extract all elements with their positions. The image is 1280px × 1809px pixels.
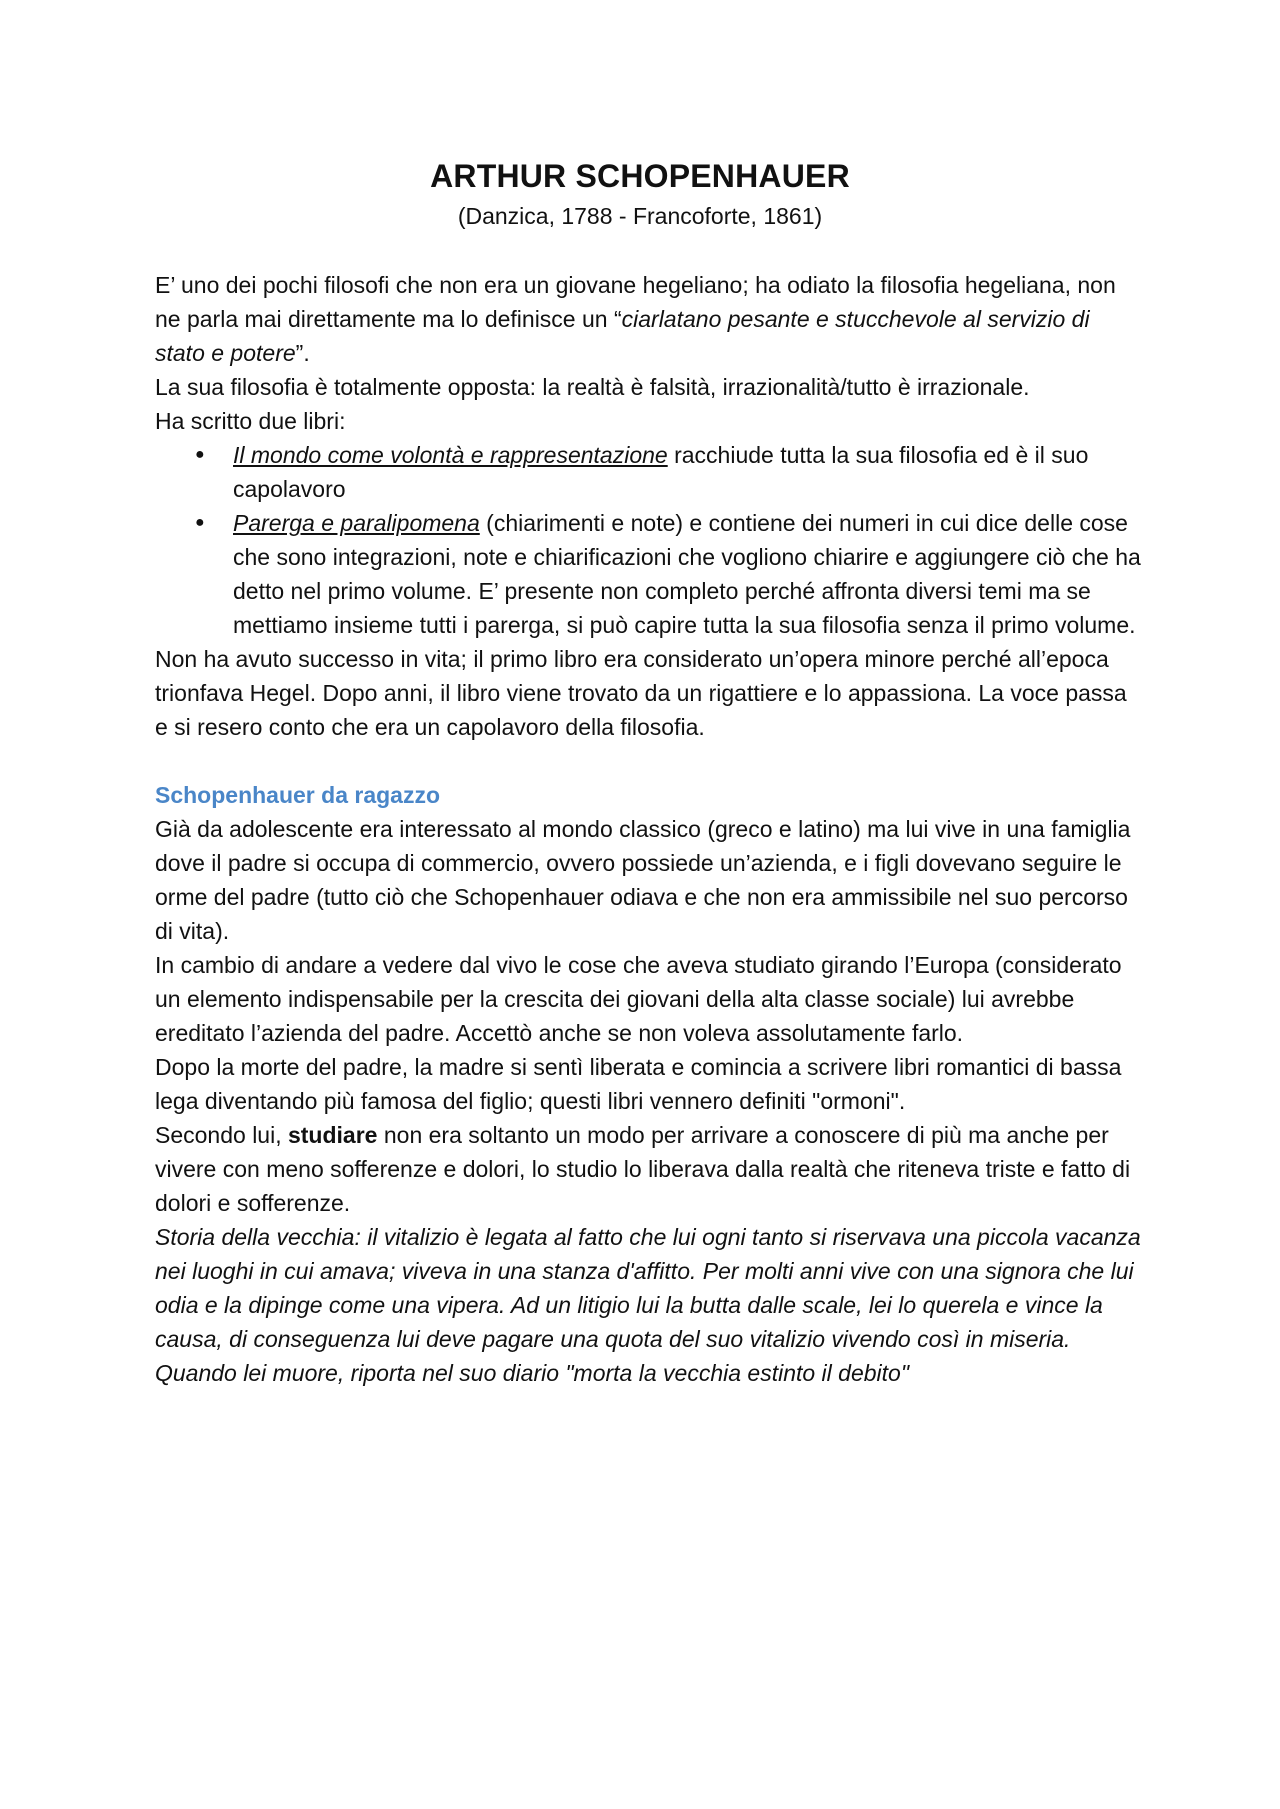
list-item (155, 438, 1145, 506)
study-text-a: Secondo lui, (155, 1122, 288, 1148)
intro-paragraph-3: Ha scritto due libri: (155, 408, 346, 434)
section-heading: Schopenhauer da ragazzo (155, 782, 441, 808)
section-paragraph-3: Dopo la morte del padre, la madre si sentì liberata e comincia a scrivere libri romantici di bassa lega diventando più famosa del figlio; questi libri vennero definiti "ormoni". (155, 1054, 1122, 1114)
books-list (155, 438, 1145, 642)
section-paragraph-1: Già da adolescente era interessato al mondo classico (greco e latino) ma lui vive in una famiglia dove il padre si occupa di commercio, ovvero possiede un’azienda, e i figli dovevano seguire le orme del padre (tutto ciò che Schopenhauer odiava e che non era ammissibile nel suo percorso di vita). (155, 816, 1131, 944)
section-paragraph-5: Storia della vecchia: il vitalizio è legata al fatto che lui ogni tanto si riservava una piccola vacanza nei luoghi in cui amava; viveva in una stanza d'affitto. Per molti anni vive con una signora che lui odia e la dipinge come una vipera. Ad un litigio lui la butta dalle scale, lei lo querela e vince la causa, di conseguenza lui deve pagare una quota del suo vitalizio vivendo così in miseria. Quando lei muore, riporta nel suo diario "morta la vecchia estinto il debito" (155, 1224, 1141, 1386)
list-item (155, 506, 1145, 642)
section-paragraph-2: In cambio di andare a vedere dal vivo le cose che aveva studiato girando l’Europa (considerato un elemento indispensabile per la crescita dei giovani della alta classe sociale) lui avrebbe ereditato l’azienda del padre. Accettò anche se non voleva assolutamente farlo. (155, 952, 1122, 1046)
study-text-b: non era soltanto un modo per arrivare a conoscere di più ma anche per vivere con meno sofferenze e dolori, lo studio lo liberava dalla realtà che riteneva triste e fatto di dolori e sofferenze. (155, 1122, 1131, 1216)
intro-paragraph-4: Non ha avuto successo in vita; il primo libro era considerato un’opera minore perché all’epoca trionfava Hegel. Dopo anni, il libro viene trovato da un rigattiere e lo appassiona. La voce passa e si resero conto che era un capolavoro della filosofia. (155, 646, 1127, 740)
page-subtitle: (Danzica, 1788 - Francoforte, 1861) (457, 203, 823, 229)
study-keyword: studiare (287, 1122, 378, 1148)
book-description: racchiude tutta la sua filosofia ed è il suo capolavoro (233, 442, 1089, 502)
quote-close: ”. (295, 340, 310, 366)
bullet-icon: ● (195, 446, 205, 463)
spacer (155, 744, 1145, 778)
intro-paragraph-2: La sua filosofia è totalmente opposta: la realtà è falsità, irrazionalità/tutto è irrazionale. (155, 374, 1030, 400)
intro-text: E’ uno dei pochi filosofi che non era un giovane hegeliano; ha odiato la filosofia hegeliana, non ne parla mai direttamente ma lo definisce un “ (155, 272, 1116, 332)
document-body (155, 268, 1145, 1390)
book-title: Il mondo come volontà e rappresentazione (233, 442, 668, 468)
book-description: (chiarimenti e note) e contiene dei numeri in cui dice delle cose che sono integrazioni, note e chiarificazioni che vogliono chiarire e aggiungere ciò che ha detto nel primo volume. E’ presente non completo perché affronta diversi temi ma se mettiamo insieme tutti i parerga, si può capire tutta la sua filosofia senza il primo volume. (233, 510, 1141, 638)
section-paragraph-4 (155, 1118, 1145, 1220)
hegel-quote: ciarlatano pesante e stucchevole al servizio di stato e potere (155, 306, 1090, 366)
intro-paragraph-1 (155, 268, 1145, 370)
bullet-icon: ● (195, 514, 205, 531)
book-title: Parerga e paralipomena (233, 510, 480, 536)
page-title: ARTHUR SCHOPENHAUER (430, 158, 850, 194)
